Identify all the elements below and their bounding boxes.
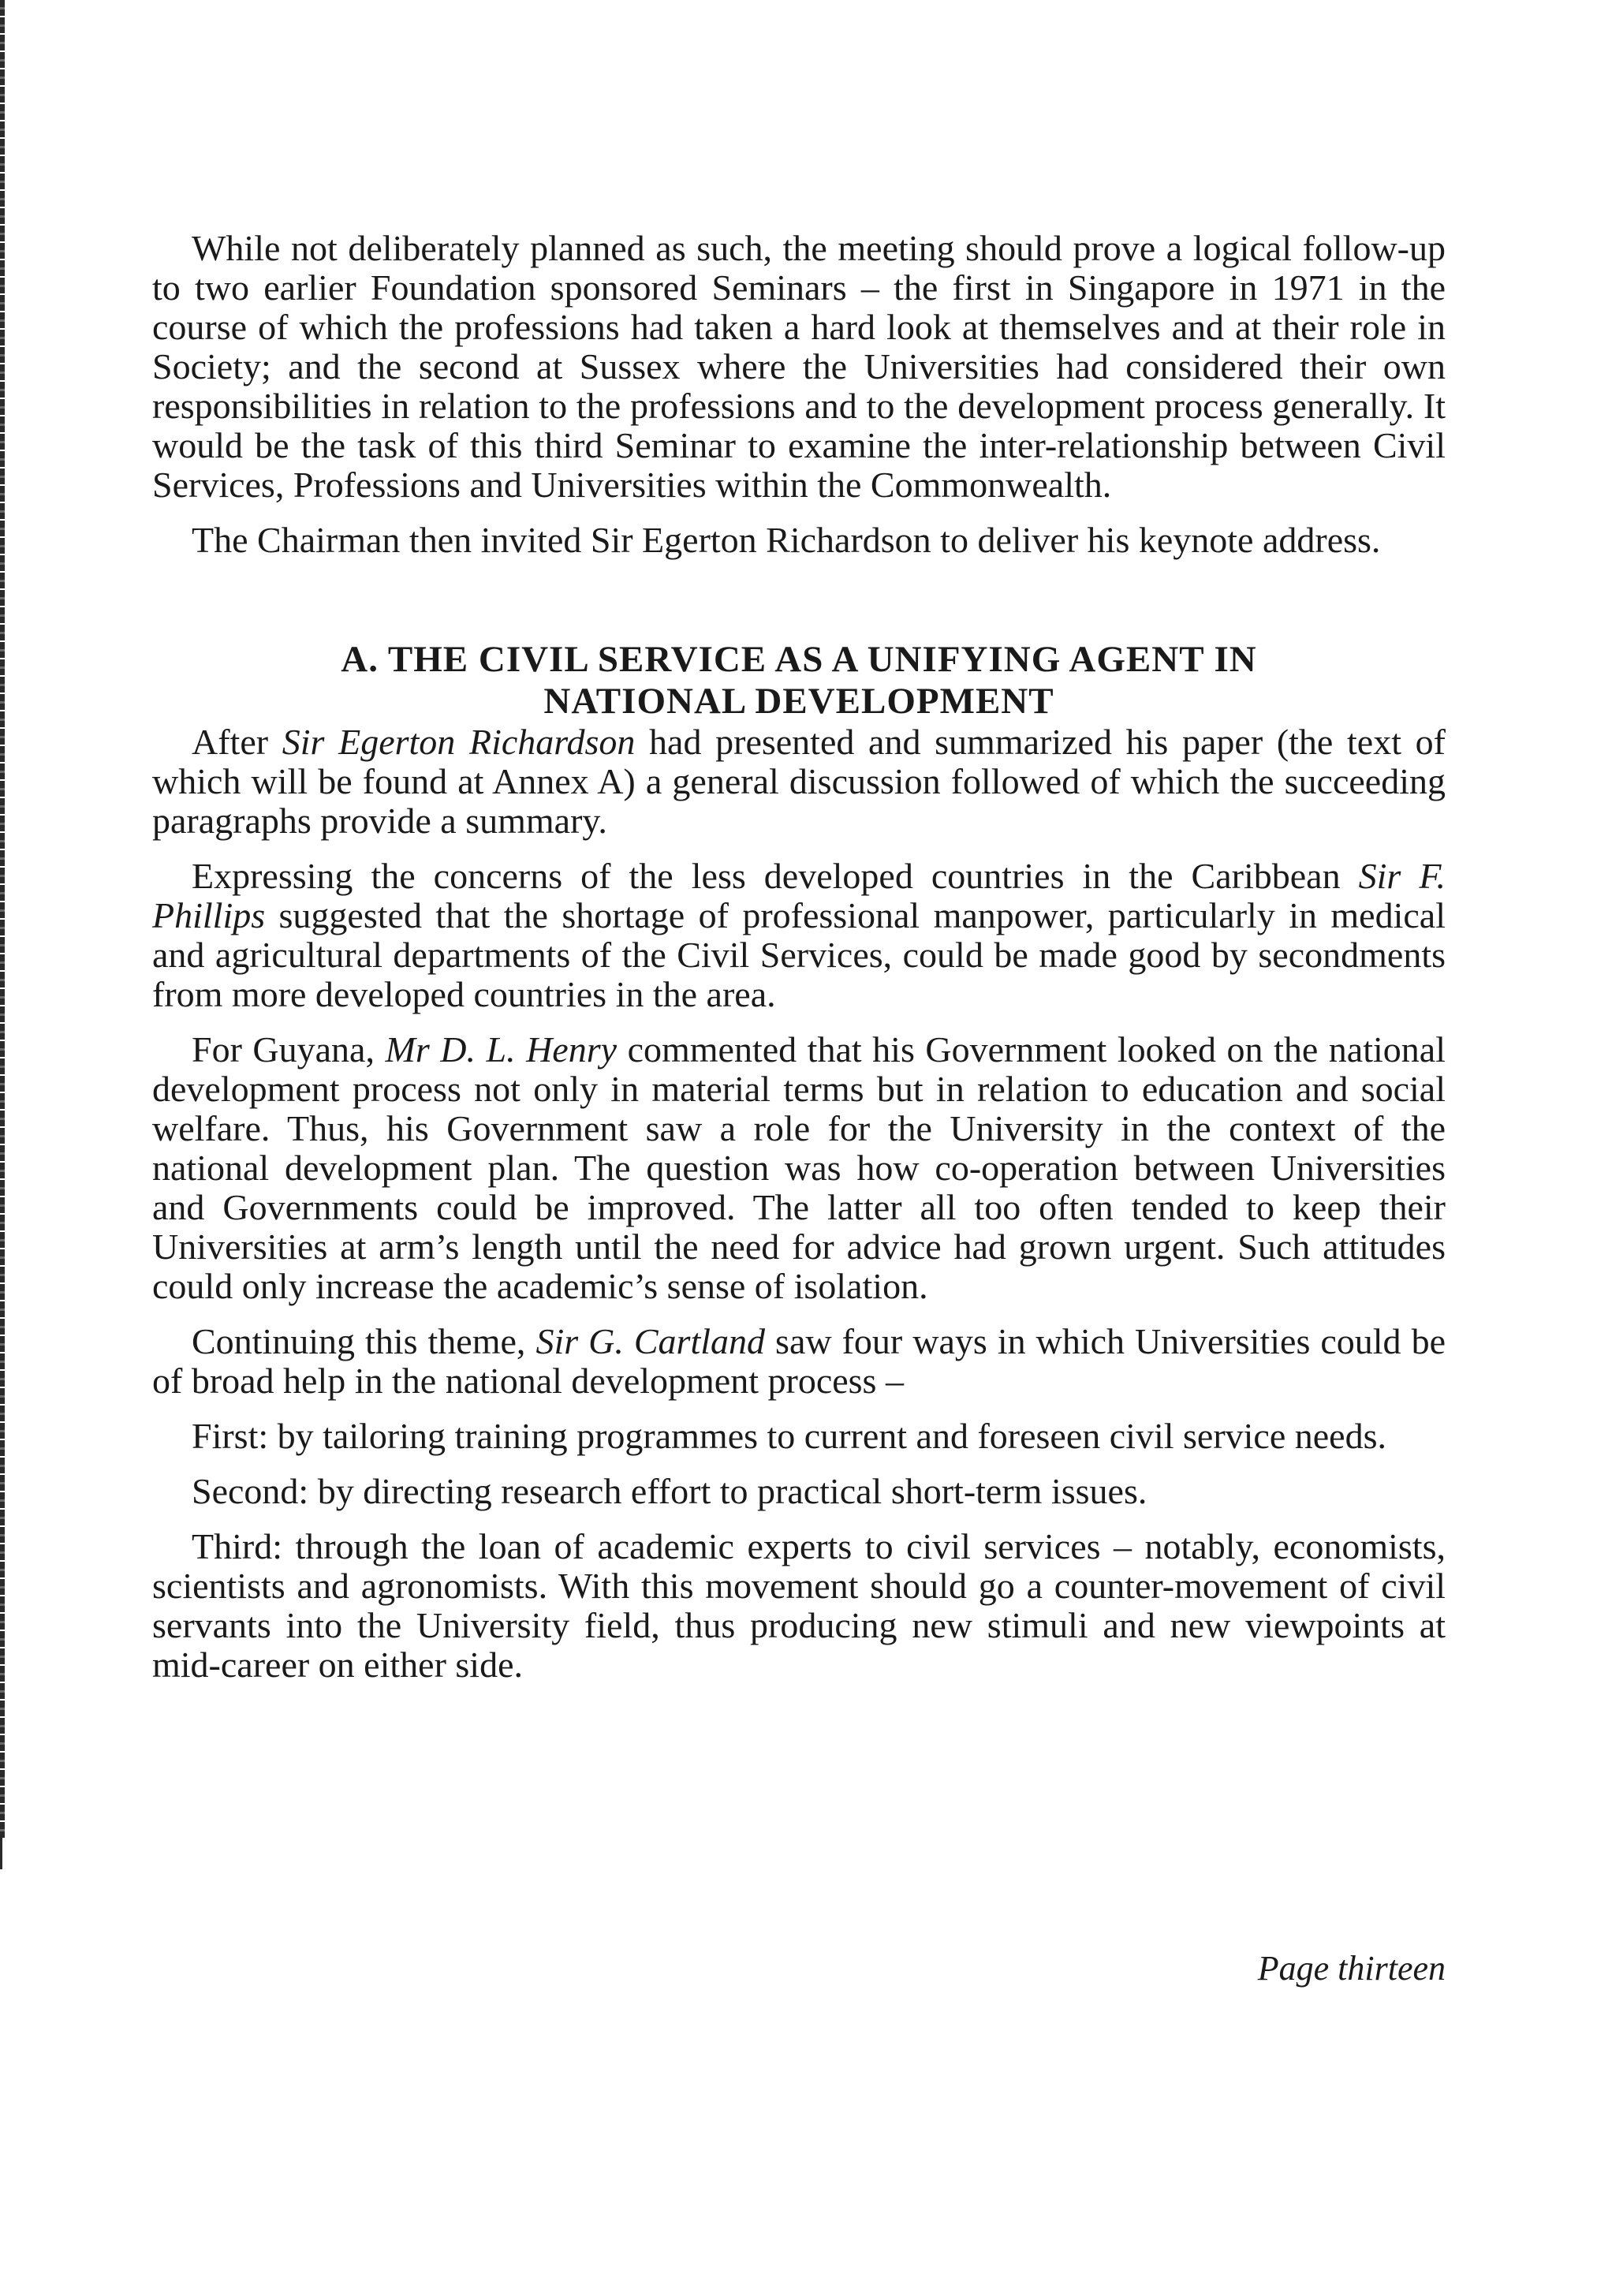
- paragraph-cartland-lead: Continuing this theme,: [192, 1321, 536, 1361]
- section-heading: [152, 639, 1446, 722]
- paragraph-third-way: Third: through the loan of academic experts to civil services – notably, economists, scientists and agronomists. With this movement should go a counter-movement of civil servants into the University field, thus producing new stimuli and new viewpoints at mid-career on either side.: [152, 1526, 1446, 1685]
- paragraph-henry-text: commented that his Government looked on the national development process not only in material terms but in relation to education and social welfare. Thus, his Government saw a role for the University in the context of the national development plan. The question was how co-operation between Universities and Governments could be improved. The latter all too often tended to keep their Universities at arm’s length until the need for advice had grown urgent. Such attitudes could only increase the academic’s sense of isolation.: [152, 1029, 1446, 1306]
- speaker-name-cartland: Sir G. Cartland: [535, 1321, 766, 1361]
- speaker-name-richardson: Sir Egerton Richardson: [282, 722, 636, 762]
- page-body: [152, 229, 1446, 1685]
- paragraph-phillips: [152, 857, 1446, 1014]
- paragraph-second-way: Second: by directing research effort to practical short-term issues.: [192, 1471, 1147, 1511]
- paragraph-henry: [152, 1030, 1446, 1306]
- paragraph-richardson-text: had presented and summarized his paper (the text of which will be found at Annex A) a general discussion followed of which the succeeding paragraphs provide a summary.: [152, 722, 1446, 841]
- paragraph-phillips-lead: Expressing the concerns of the less developed countries in the Caribbean: [192, 856, 1359, 896]
- paragraph-phillips-text: suggested that the shortage of professional manpower, particularly in medical and agricultural departments of the Civil Services, could be made good by secondments from more developed countries in the area.: [152, 895, 1446, 1014]
- section-heading-line-2: NATIONAL DEVELOPMENT: [543, 681, 1054, 722]
- binding-edge: [0, 0, 5, 1838]
- paragraph-richardson-lead: After: [192, 722, 282, 762]
- paragraph-cartland: [152, 1322, 1446, 1401]
- paragraph-keynote-invitation: The Chairman then invited Sir Egerton Richardson to deliver his keynote address.: [192, 520, 1381, 560]
- binding-edge-lower: [0, 1838, 2, 1869]
- paragraph-followup: While not deliberately planned as such, the meeting should prove a logical follow-up to two earlier Foundation sponsored Seminars – the first in Singapore in 1971 in the course of which the professions had taken a hard look at themselves and at their role in Society; and the second at Sussex where the Universities had considered their own responsibilities in relation to the professions and to the development process generally. It would be the task of this third Seminar to examine the inter-relationship between Civil Services, Professions and Universities within the Commonwealth.: [152, 228, 1446, 505]
- page-number-label: Page thirteen: [1257, 1949, 1446, 1988]
- paragraph-cartland-text: saw four ways in which Universities could be of broad help in the national development process –: [152, 1321, 1446, 1401]
- paragraph-henry-lead: For Guyana,: [192, 1029, 386, 1070]
- paragraph-richardson: [152, 722, 1446, 841]
- section-heading-line-1: A. THE CIVIL SERVICE AS A UNIFYING AGENT IN: [341, 639, 1257, 680]
- speaker-name-phillips: Sir F. Phillips: [152, 856, 1446, 935]
- paragraph-first-way: First: by tailoring training programmes to current and foreseen civil service needs.: [192, 1416, 1386, 1456]
- speaker-name-henry: Mr D. L. Henry: [385, 1029, 618, 1070]
